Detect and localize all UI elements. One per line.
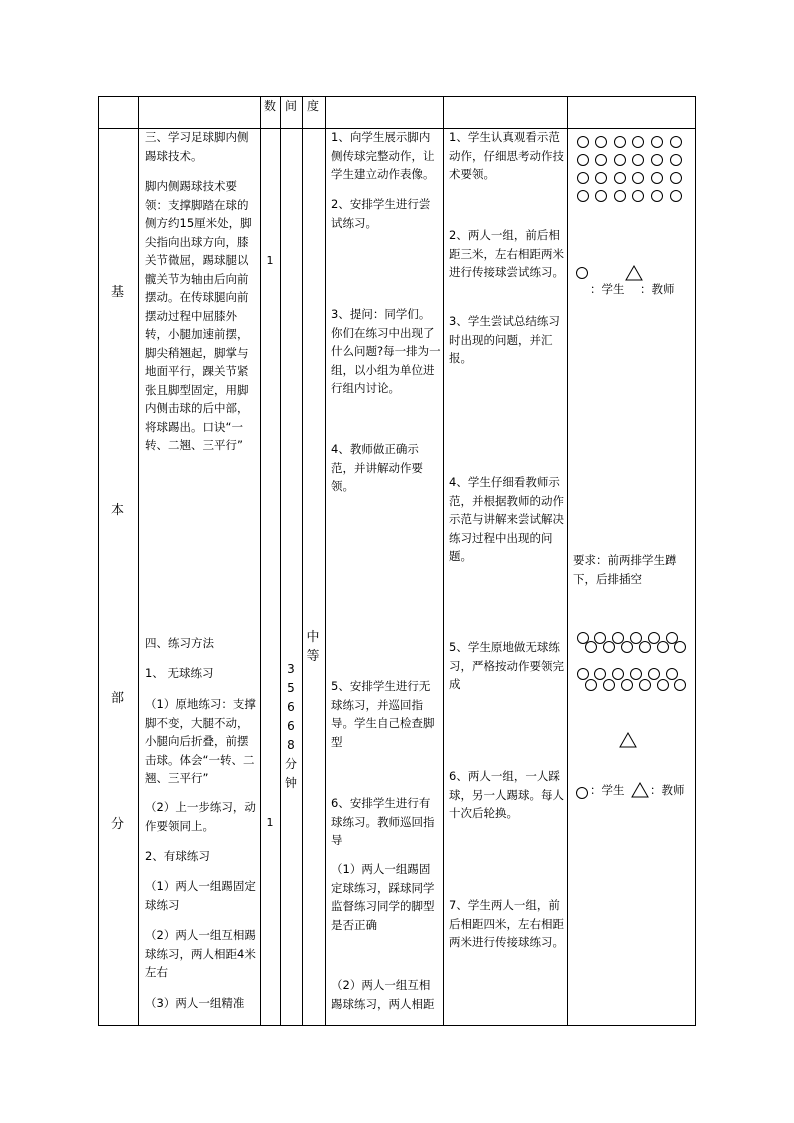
table-border-top [98,96,696,97]
teacher-step-4: 4、教师做正确示范，并讲解动作要领。 [331,442,423,493]
col-line-2 [260,96,261,1026]
part4-item2a: （1）两人一组踢固定球练习 [145,879,256,912]
col-line-7 [567,96,568,1026]
col-line-3 [280,96,281,1026]
student-step-4: 4、学生仔细看教师示范，并根据教师的动作示范与讲解来尝试解决练习过程中出现的问题。 [449,475,564,563]
section-label-4: 分 [111,817,125,832]
col-line-1 [138,96,139,1026]
part4-item2c: （3）两人一组精准 [145,996,245,1010]
legend1-student-label: ：学生 [590,282,625,296]
requirement-text: 要求：前两排学生蹲下，后排插空 [573,553,677,586]
teacher-position-triangle [618,731,638,749]
teacher-step-3: 3、提问：同学们。你们在练习中出现了什么问题?每一排为一组，以小组为单位进行组内讨论。 [331,307,441,395]
count-top: 1 [266,254,274,267]
header-count: 数 [264,99,277,113]
table-border-bottom [98,1025,696,1026]
part3-body: 脚内侧踢球技术要领：支撑脚踏在球的侧方约15厘米处，脚尖指向出球方向，膝关节微屈，踢球腿以髋关节为轴由后向前摆动。在传球腿向前摆动过程中屈膝外转，小腿加速前摆，脚尖稍翘起，脚掌与地面平行，踝关节紧张且脚型固定，用脚内侧击球的后中部，将球踢出。口诀“一转、二翘、三平行” [145,179,252,452]
part3-title: 三、学习足球脚内侧踢球技术。 [145,130,249,163]
student-circle-icon [575,786,589,800]
student-circle-icon [575,266,589,280]
col-line-6 [443,96,444,1026]
formation-grid-diagram [572,132,692,202]
col-line-5 [325,96,326,1026]
formation-staggered-diagram [572,628,692,698]
student-step-6: 6、两人一组，一人踩球，另一人踢球。每人十次后轮换。 [449,769,564,820]
teacher-step-6b: （2）两人一组互相踢球练习，两人相距 [331,978,435,1011]
header-time: 间 [285,99,298,113]
col-line-0 [98,96,99,1026]
col-line-8 [695,96,696,1026]
teacher-step-1: 1、向学生展示脚内侧传球完整动作，让学生建立动作表像。 [331,130,435,181]
student-step-1: 1、学生认真观看示范动作，仔细思考动作技术要领。 [449,130,564,181]
student-step-5: 5、学生原地做无球练习，严格按动作要领完成 [449,640,564,691]
student-step-7: 7、学生两人一组，前后相距四米，左右相距两米进行传接球练习。 [449,898,564,949]
teacher-step-5: 5、安排学生进行无球练习，并巡回指导。学生自己检查脚型 [331,679,435,749]
part4-item2b: （2）两人一组互相踢球练习，两人相距4米左右 [145,928,256,979]
legend1-teacher-label: ：教师 [640,282,675,296]
part4-item1: 1、 无球练习 [145,666,214,680]
student-step-2: 2、两人一组，前后相距三米，左右相距两米进行传接球尝试练习。 [449,228,564,279]
part4-item1b: （2）上一步练习，动作要领同上。 [145,800,256,833]
part4-item1a: （1）原地练习：支撑脚不变，大腿不动，小腿向后折叠，前摆击球。体会“一转、二翘、三平行” [145,697,256,785]
section-label-1: 基 [111,285,125,300]
legend2-teacher-label: ：教师 [650,783,685,797]
teacher-step-6a: （1）两人一组踢固定球练习，踩球同学监督练习同学的脚型是否正确 [331,862,435,932]
teacher-step-6: 6、安排学生进行有球练习。教师巡回指导 [331,796,435,847]
time-value: 3 5 6 6 8 分 钟 [284,662,297,790]
col-line-4 [302,96,303,1026]
header-intensity: 度 [307,99,320,113]
intensity-value: 中 等 [306,630,320,664]
count-bottom: 1 [266,816,274,829]
legend2-student-label: ：学生 [590,783,625,797]
part4-item2: 2、有球练习 [145,849,210,863]
section-label-2: 本 [111,503,125,518]
teacher-step-2: 2、安排学生进行尝试练习。 [331,197,431,230]
part4-title: 四、练习方法 [145,636,214,650]
section-label-3: 部 [111,691,125,706]
student-step-3: 3、学生尝试总结练习时出现的问题，并汇报。 [449,314,560,365]
teacher-triangle-icon [630,781,650,799]
